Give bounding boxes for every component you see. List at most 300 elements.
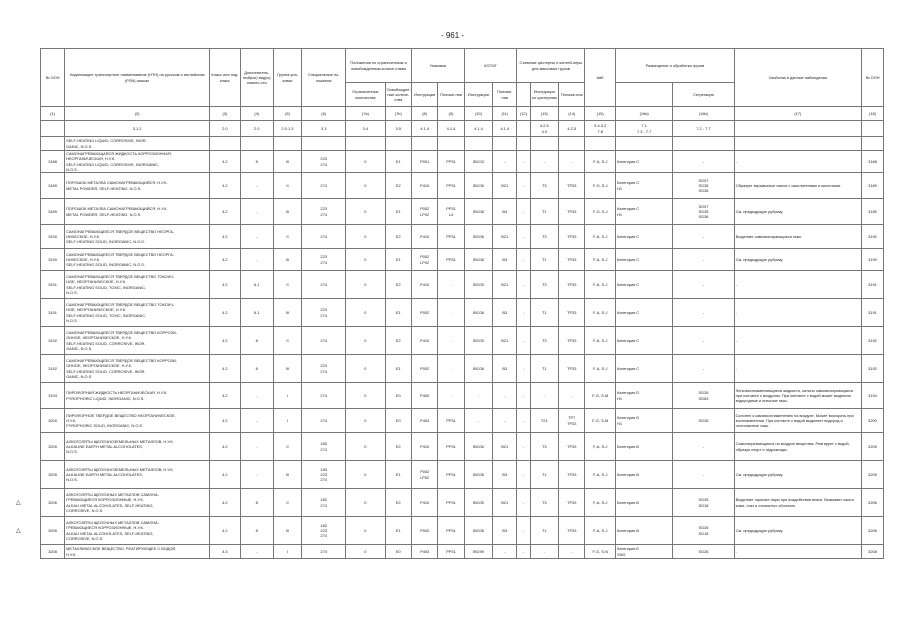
imo-tank-cell: - [517, 173, 530, 199]
header-stowage: Размещение и обработка грузов [616, 49, 735, 83]
class-cell: 4.2 [210, 173, 241, 199]
sub-risk-cell: - [240, 383, 273, 409]
excepted-quantity-cell: E0 [385, 545, 411, 559]
class-cell: 4.2 [210, 327, 241, 355]
limited-quantity-cell: 0 [346, 461, 386, 489]
tank-instruction-cell: T3 [530, 271, 559, 299]
limited-quantity-cell: 0 [346, 249, 386, 271]
ibc-provision-cell: - [493, 383, 517, 409]
header-row-main [41, 49, 884, 83]
packing-group-cell: III [273, 151, 302, 173]
excepted-quantity-cell: E1 [385, 151, 411, 173]
tank-instruction-cell: T3 [530, 489, 559, 517]
packing-group-cell: I [273, 409, 302, 433]
column-reference-cell: 4.2.5 4.3 [530, 121, 559, 137]
properties-cell: - [734, 327, 861, 355]
packing-provision-cell: PP31 [438, 151, 464, 173]
un-number-right-cell: 3208 [862, 545, 884, 559]
imo-tank-cell: - [517, 383, 530, 409]
un-number-cell: 3190 [41, 249, 65, 271]
ems-cell: F-A, S-J [585, 327, 616, 355]
imo-tank-cell: - [517, 409, 530, 433]
tank-instruction-cell: T3 [530, 173, 559, 199]
sub-risk-cell: - [240, 545, 273, 559]
imo-tank-cell: - [517, 327, 530, 355]
stowage-cell: Категория C [616, 225, 673, 249]
header-sub-risk: Дополнитель-ный(ые) вид(ы) опасно-сти [240, 49, 273, 107]
name-cell: SELF-HEATING LIQUID, CORROSIVE, INOR- GANIC, N.O.S. [65, 137, 210, 151]
packing-instruction-cell: P002 [411, 299, 437, 327]
class-cell: 4.3 [210, 545, 241, 559]
un-number-cell: 3192 [41, 327, 65, 355]
excepted-quantity-cell: E1 [385, 299, 411, 327]
stowage-cell: Категория B [616, 433, 673, 461]
column-number-cell: (14) [559, 107, 585, 121]
special-provisions-cell: 183 274 [302, 433, 346, 461]
sub-risk-cell: 8 [240, 517, 273, 545]
header-ibc-instr: Инструкции [464, 83, 493, 107]
stowage-cell: Категория C [616, 355, 673, 383]
imo-tank-cell: - [517, 151, 530, 173]
table-row [41, 383, 884, 409]
header-limited: Ограниченные количества [346, 83, 386, 107]
un-number-right-cell: 3206 [862, 517, 884, 545]
ibc-provision-cell [493, 137, 517, 151]
ems-cell: F-A, S-J [585, 355, 616, 383]
segregation-cell [673, 137, 734, 151]
ems-cell: F-A, S-J [585, 517, 616, 545]
sub-risk-cell: 6.1 [240, 271, 273, 299]
properties-cell: См. предыдущую рубрику. [734, 461, 861, 489]
limited-quantity-cell: 0 [346, 271, 386, 299]
un-number-right-cell: 3206 [862, 489, 884, 517]
header-class: Класс или под-класс [210, 49, 241, 107]
special-provisions-cell: 183 223 274 [302, 461, 346, 489]
table-row [41, 489, 884, 517]
limited-quantity-cell: 0 [346, 225, 386, 249]
column-number-cell: (12) [517, 107, 530, 121]
header-tank-instr: Инструкции по цистернам [530, 83, 559, 107]
sub-risk-cell: 8 [240, 151, 273, 173]
segregation-cell: SG07 SG35 SG36 [673, 173, 734, 199]
column-number-cell: (4) [240, 107, 273, 121]
header-ems: АвЕ [585, 49, 616, 107]
class-cell: 4.2 [210, 383, 241, 409]
packing-instruction-cell: P002 [411, 517, 437, 545]
column-number-cell: (6) [302, 107, 346, 121]
name-cell: ПОРОШОК МЕТАЛЛА САМОНАГРЕВАЮЩИЙСЯ, Н.У.К. METAL POWDER, SELF-HEATING, N.O.S. [65, 199, 210, 225]
column-number-cell: (1) [41, 107, 65, 121]
un-number-cell: 3191 [41, 271, 65, 299]
segregation-cell: SG07 SG35 SG36 [673, 199, 734, 225]
special-provisions-cell: 274 [302, 409, 346, 433]
ems-cell: F-G, S-M [585, 409, 616, 433]
excepted-quantity-cell: E0 [385, 383, 411, 409]
packing-instruction-cell: P410 [411, 225, 437, 249]
tank-provision-cell: - [559, 545, 585, 559]
table-row [41, 271, 884, 299]
limited-quantity-cell: 0 [346, 151, 386, 173]
column-reference-cell [734, 121, 861, 137]
ibc-provision-cell: B3 [493, 517, 517, 545]
column-reference-cell: 3.5 [385, 121, 411, 137]
stowage-cell: Категория D H1 [616, 409, 673, 433]
ibc-instruction-cell: IBC08 [464, 355, 493, 383]
column-number-cell: (7a) [346, 107, 386, 121]
excepted-quantity-cell: E1 [385, 249, 411, 271]
packing-instruction-cell: P400 [411, 383, 437, 409]
name-cell: САМОНАГРЕВАЮЩАЯСЯ ЖИДКОСТЬ КОРРОЗИОННАЯ, НЕОРГАНИЧЕСКАЯ, Н.У.К. SELF-HEATING LIQUID, CORROSIVE, INORGANIC, N.O.S. [65, 151, 210, 173]
packing-group-cell: I [273, 383, 302, 409]
table-row [41, 299, 884, 327]
ems-cell: F-A, S-J [585, 151, 616, 173]
properties-cell: - [734, 271, 861, 299]
un-number-right-cell: 3205 [862, 461, 884, 489]
imo-tank-cell: - [517, 271, 530, 299]
un-number-cell: 3189 [41, 173, 65, 199]
sub-risk-cell: 8 [240, 327, 273, 355]
ibc-instruction-cell: - [464, 409, 493, 433]
column-number-cell: (16b) [673, 107, 734, 121]
ibc-instruction-cell: IBC99 [464, 545, 493, 559]
ibc-instruction-cell: IBC08 [464, 517, 493, 545]
name-cell: АЛКОГОЛЯТЫ ЩЕЛОЧНОЗЕМЕЛЬНЫХ МЕТАЛЛОВ, Н.У.К. ALKALINE EARTH METAL ALCOHOLATES, N.O.S. [65, 433, 210, 461]
column-number-cell: (9) [438, 107, 464, 121]
ibc-provision-cell: B3 [493, 299, 517, 327]
packing-provision-cell: - [438, 383, 464, 409]
column-number-cell: (2) [65, 107, 210, 121]
sub-risk-cell: 8 [240, 355, 273, 383]
column-reference-cell: 3.4 [346, 121, 386, 137]
packing-provision-cell: - [438, 355, 464, 383]
imo-tank-cell: - [517, 517, 530, 545]
tank-provision-cell: TP33 [559, 299, 585, 327]
segregation-cell: SG35 SG18 [673, 517, 734, 545]
packing-instruction-cell: P410 [411, 327, 437, 355]
un-number-cell: 3205 [41, 461, 65, 489]
table-row [41, 225, 884, 249]
stowage-cell [616, 137, 673, 151]
properties-cell: - [734, 151, 861, 173]
ems-cell: F-A, S-J [585, 299, 616, 327]
tank-provision-cell: TP33 [559, 173, 585, 199]
packing-provision-cell: - [438, 299, 464, 327]
ibc-instruction-cell: IBC06 [464, 173, 493, 199]
limited-quantity-cell: 0 [346, 433, 386, 461]
table-row [41, 199, 884, 225]
un-number-cell: 3206 [41, 517, 65, 545]
imo-tank-cell: - [517, 461, 530, 489]
column-reference-cell [41, 121, 65, 137]
stowage-cell: Категория B [616, 517, 673, 545]
un-number-cell: 3192 [41, 355, 65, 383]
ibc-instruction-cell: IBC08 [464, 461, 493, 489]
packing-group-cell: II [273, 271, 302, 299]
class-cell: 4.2 [210, 409, 241, 433]
packing-group-cell: III [273, 517, 302, 545]
segregation-cell: - [673, 271, 734, 299]
limited-quantity-cell: 0 [346, 545, 386, 559]
column-number-cell: (17) [734, 107, 861, 121]
column-reference-cell [517, 121, 530, 137]
packing-instruction-cell: P403 [411, 545, 437, 559]
segregation-cell: - [673, 327, 734, 355]
un-number-cell: 3191 [41, 299, 65, 327]
ibc-provision-cell: B3 [493, 461, 517, 489]
un-number-right-cell [862, 137, 884, 151]
imo-tank-cell: - [517, 199, 530, 225]
limited-quantity-cell: 0 [346, 173, 386, 199]
table-row [41, 173, 884, 199]
tank-instruction-cell: - [530, 151, 559, 173]
packing-provision-cell: PP31 [438, 433, 464, 461]
dangerous-goods-list-table [40, 48, 884, 559]
properties-cell: См. предыдущую рубрику. [734, 517, 861, 545]
column-reference-cell: 4.1.4 [464, 121, 493, 137]
imo-tank-cell: - [517, 545, 530, 559]
ems-cell: F-A, S-J [585, 271, 616, 299]
table-row [41, 151, 884, 173]
tank-provision-cell: TP33 [559, 461, 585, 489]
packing-group-cell: II [273, 327, 302, 355]
ibc-instruction-cell: IBC05 [464, 271, 493, 299]
tank-provision-cell [559, 137, 585, 151]
table-row [41, 355, 884, 383]
stowage-cell: Категория C [616, 249, 673, 271]
column-reference-cell: 4.1.4 [438, 121, 464, 137]
special-provisions-cell: 182 223 274 [302, 517, 346, 545]
ibc-provision-cell: B21 [493, 433, 517, 461]
packing-instruction-cell: P410 [411, 489, 437, 517]
column-reference-cell: 3.3 [302, 121, 346, 137]
ibc-instruction-cell: - [464, 383, 493, 409]
packing-instruction-cell: P002 LP02 [411, 199, 437, 225]
column-number-cell: (3) [210, 107, 241, 121]
sub-risk-cell: - [240, 433, 273, 461]
column-reference-cell: 4.1.4 [411, 121, 437, 137]
ibc-provision-cell: B3 [493, 355, 517, 383]
class-cell: 4.2 [210, 225, 241, 249]
segregation-cell: SG35 SG18 [673, 489, 734, 517]
ems-cell: F-A, S-J [585, 489, 616, 517]
name-cell: САМОНАГРЕВАЮЩЕЕСЯ ТВЕРДОЕ ВЕЩЕСТВО НЕОРГА- НИЧЕСКОЕ, Н.У.К. SELF-HEATING SOLID, INORGANIC, N.O.S. [65, 249, 210, 271]
stowage-cell: Категория D H1 [616, 383, 673, 409]
special-provisions-cell: 274 [302, 271, 346, 299]
stowage-cell: Категория B [616, 489, 673, 517]
properties-cell: - [734, 355, 861, 383]
packing-group-cell: III [273, 299, 302, 327]
special-provisions-cell: 223 274 [302, 249, 346, 271]
tank-instruction-cell: T3 [530, 225, 559, 249]
ibc-provision-cell: B21 [493, 327, 517, 355]
column-number-row [41, 107, 884, 121]
sub-risk-cell: - [240, 409, 273, 433]
ems-cell: F-A, S-J [585, 249, 616, 271]
imo-tank-cell: - [517, 433, 530, 461]
un-number-right-cell: 3191 [862, 299, 884, 327]
tank-instruction-cell: T1 [530, 461, 559, 489]
tank-instruction-cell [530, 137, 559, 151]
properties-cell: Склонен к самовоспламенению на воздухе. Может возгорать при воспламенении. При контакте с водой выделяет водород и огнеопасные газы. [734, 409, 861, 433]
packing-group-cell: II [273, 225, 302, 249]
sub-risk-cell: - [240, 461, 273, 489]
column-number-cell: (16a) [616, 107, 673, 121]
segregation-cell: SG26 SG63 [673, 383, 734, 409]
packing-group-cell: III [273, 199, 302, 225]
tank-provision-cell: TP33 [559, 355, 585, 383]
tank-instruction-cell: - [530, 545, 559, 559]
class-cell: 4.2 [210, 461, 241, 489]
header-stowage-handling [616, 83, 673, 107]
packing-provision-cell: - [438, 327, 464, 355]
segregation-cell: - [673, 151, 734, 173]
un-number-right-cell: 3189 [862, 173, 884, 199]
special-provisions-cell: 274 [302, 383, 346, 409]
un-number-right-cell: 3200 [862, 409, 884, 433]
class-cell: 4.2 [210, 489, 241, 517]
packing-provision-cell: PP31 [438, 489, 464, 517]
un-number-right-cell: 3192 [862, 327, 884, 355]
un-number-right-cell: 3188 [862, 151, 884, 173]
table-row [41, 409, 884, 433]
segregation-cell: - [673, 225, 734, 249]
special-provisions-cell [302, 137, 346, 151]
segregation-cell: - [673, 433, 734, 461]
packing-group-cell: III [273, 249, 302, 271]
page-number: - 961 - [440, 31, 465, 40]
packing-instruction-cell: P002 LP02 [411, 461, 437, 489]
header-un-no: № ООН [41, 49, 65, 107]
packing-group-cell: III [273, 461, 302, 489]
ibc-instruction-cell: IBC05 [464, 489, 493, 517]
limited-quantity-cell: 0 [346, 355, 386, 383]
ibc-instruction-cell: IBC05 [464, 327, 493, 355]
tank-instruction-cell: T1 [530, 299, 559, 327]
sub-risk-cell: - [240, 199, 273, 225]
name-cell: АЛКОГОЛЯТЫ ЩЕЛОЧНЫХ МЕТАЛЛОВ САМОНА- ГРЕВАЮЩИЕСЯ КОРРОЗИОННЫЕ, Н.У.К. ALKALI METAL ALCOHOLATES, SELF-HEATING, CORROSIVE, N.O.S. [65, 489, 210, 517]
class-cell: 4.2 [210, 249, 241, 271]
column-reference-cell: 3.1.2 [65, 121, 210, 137]
header-pack-prov: Положе-ния [438, 83, 464, 107]
ibc-instruction-cell: IBC08 [464, 199, 493, 225]
ems-cell: F-G, S-J [585, 199, 616, 225]
un-number-right-cell: 3192 [862, 355, 884, 383]
tank-instruction-cell: T1 [530, 355, 559, 383]
special-provisions-cell: 274 [302, 327, 346, 355]
packing-instruction-cell [411, 137, 437, 151]
tank-provision-cell: TP33 [559, 327, 585, 355]
header-packing-group: Группа упа-ковки [273, 49, 302, 107]
column-number-cell: (7b) [385, 107, 411, 121]
name-cell: САМОНАГРЕВАЮЩЕЕСЯ ТВЕРДОЕ ВЕЩЕСТВО НЕОРГА- НИЧЕСКОЕ, Н.У.К. SELF-HEATING SOLID, INORGANIC, N.O.S. [65, 225, 210, 249]
packing-group-cell [273, 137, 302, 151]
properties-cell: Образует взрывчатые смеси с окислителями и кислотами. [734, 173, 861, 199]
un-number-cell: 3190 [41, 225, 65, 249]
class-cell: 4.2 [210, 433, 241, 461]
header-pack-instr: Инструкции [411, 83, 437, 107]
excepted-quantity-cell: E2 [385, 271, 411, 299]
packing-group-cell: II [273, 173, 302, 199]
un-number-cell: 3206 [41, 489, 65, 517]
name-cell: САМОНАГРЕВАЮЩЕЕСЯ ТВЕРДОЕ ВЕЩЕСТВО КОРРОЗИ- ОННОЕ, НЕОРГАНИЧЕСКОЕ, Н.У.К. SELF-HEATING SOLID, CORROSIVE, INOR- GANIC, N.O.S. [65, 327, 210, 355]
column-number-cell: (18) [862, 107, 884, 121]
properties-cell: - [734, 545, 861, 559]
ibc-provision-cell: B3 [493, 249, 517, 271]
column-reference-cell: 7.2 - 7.7 [673, 121, 734, 137]
properties-cell: См. предыдущую рубрику. [734, 199, 861, 225]
class-cell: 4.2 [210, 517, 241, 545]
tank-provision-cell: TP7 TP33 [559, 409, 585, 433]
properties-cell: См. предыдущую рубрику. [734, 249, 861, 271]
special-provisions-cell: 274 [302, 225, 346, 249]
tank-provision-cell: - [559, 383, 585, 409]
segregation-cell: - [673, 355, 734, 383]
ibc-provision-cell: B21 [493, 173, 517, 199]
excepted-quantity-cell: E2 [385, 327, 411, 355]
un-number-cell: 3189 [41, 199, 65, 225]
un-number-right-cell: 3189 [862, 199, 884, 225]
limited-quantity-cell: 0 [346, 517, 386, 545]
header-special-provisions: Специальные по-ложения [302, 49, 346, 107]
tank-instruction-cell: T1 [530, 199, 559, 225]
name-cell: САМОНАГРЕВАЮЩЕЕСЯ ТВЕРДОЕ ВЕЩЕСТВО ТОКСИЧ- НОЕ, НЕОРГАНИЧЕСКОЕ, Н.У.К. SELF-HEATING SOLID, TOXIC, INORGANIC, N.O.S. [65, 271, 210, 299]
excepted-quantity-cell: E2 [385, 433, 411, 461]
ems-cell: F-A, S-J [585, 433, 616, 461]
excepted-quantity-cell: E2 [385, 225, 411, 249]
sub-risk-cell: - [240, 225, 273, 249]
tank-instruction-cell: T1 [530, 249, 559, 271]
packing-provision-cell: PP31 L4 [438, 199, 464, 225]
table-row [41, 545, 884, 559]
segregation-cell: SG26 [673, 545, 734, 559]
packing-instruction-cell: P001 [411, 151, 437, 173]
stowage-cell: Категория E SW2 [616, 545, 673, 559]
column-number-cell: (11) [493, 107, 517, 121]
table-row [41, 517, 884, 545]
table-row [41, 433, 884, 461]
excepted-quantity-cell: E1 [385, 517, 411, 545]
column-number-cell: (5) [273, 107, 302, 121]
tank-provision-cell: TP33 [559, 249, 585, 271]
header-ibc-prov: Положе-ния [493, 83, 517, 107]
limited-quantity-cell: 0 [346, 199, 386, 225]
header-excepted: Освобожден-ные количе-ства [385, 83, 411, 107]
ibc-instruction-cell: IBC08 [464, 249, 493, 271]
special-provisions-cell: 223 274 [302, 199, 346, 225]
tank-provision-cell: TP33 [559, 199, 585, 225]
ibc-instruction-cell: IBC06 [464, 433, 493, 461]
limited-quantity-cell [346, 137, 386, 151]
limited-quantity-cell: 0 [346, 383, 386, 409]
packing-group-cell: I [273, 545, 302, 559]
properties-cell [734, 137, 861, 151]
column-number-cell: (8) [411, 107, 437, 121]
sub-risk-cell: - [240, 249, 273, 271]
tank-provision-cell: TP33 [559, 517, 585, 545]
tank-instruction-cell: T3 [530, 433, 559, 461]
properties-cell: Выделяет самовозгорающиеся газы. [734, 225, 861, 249]
column-reference-cell: 4.1.4 [493, 121, 517, 137]
excepted-quantity-cell: E2 [385, 173, 411, 199]
tank-provision-cell: TP33 [559, 225, 585, 249]
sub-risk-cell: - [240, 173, 273, 199]
excepted-quantity-cell: E1 [385, 461, 411, 489]
ibc-provision-cell: - [493, 545, 517, 559]
class-cell: 4.2 [210, 299, 241, 327]
special-provisions-cell: 223 274 [302, 355, 346, 383]
column-number-cell: (15) [585, 107, 616, 121]
header-limited-group: Положения по ограниченным и освобожденным количе-ствам [346, 49, 412, 83]
